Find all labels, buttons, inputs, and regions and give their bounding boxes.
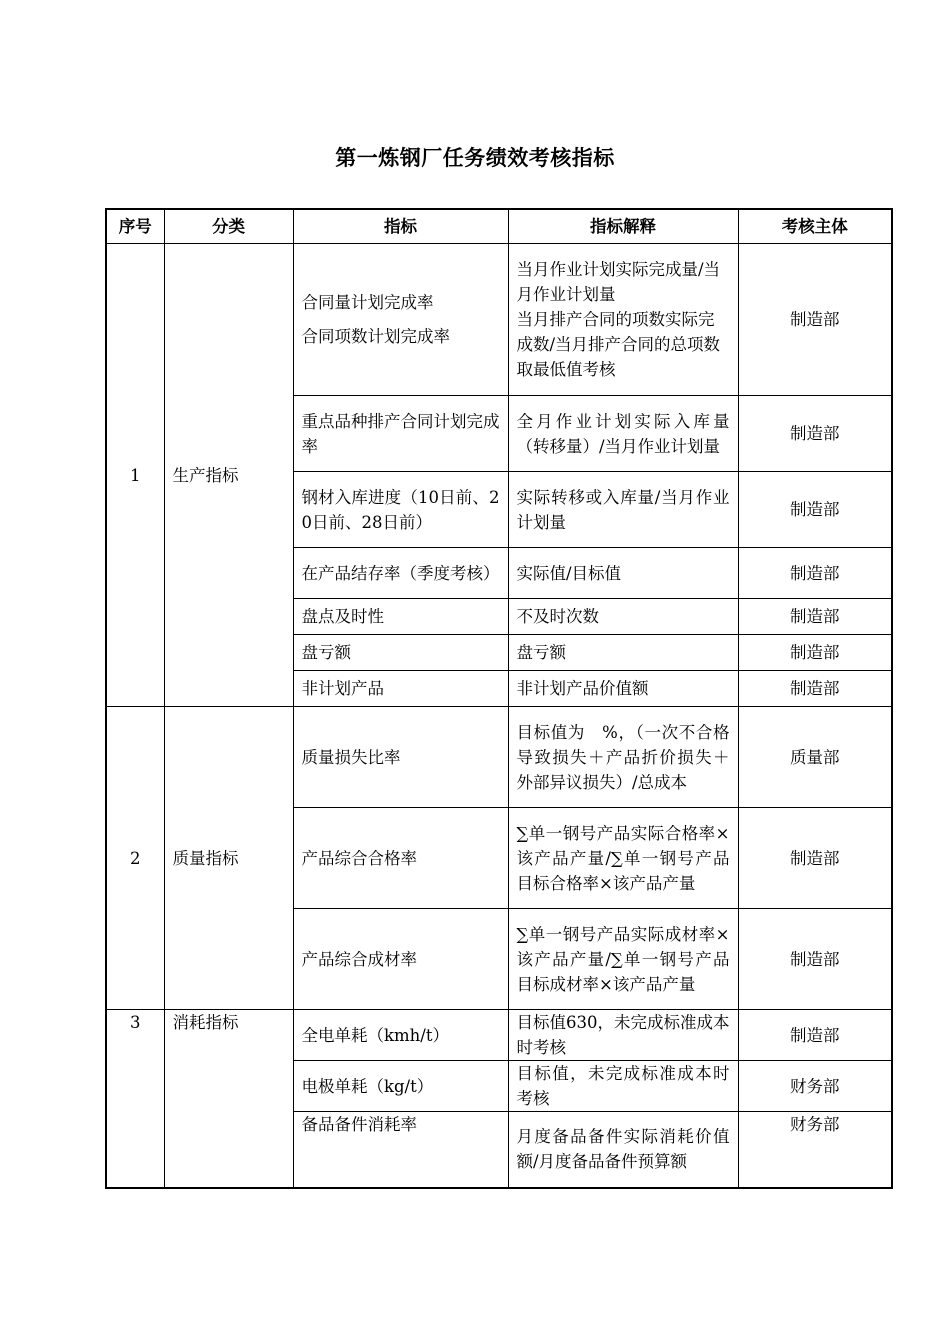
explanation-cell: 当月作业计划实际完成量/当月作业计划量 当月排产合同的项数实际完成数/当月排产合同的总项数 取最低值考核 <box>508 244 738 396</box>
indicator-cell: 盘点及时性 <box>293 599 508 635</box>
owner-cell: 制造部 <box>738 808 892 909</box>
explanation-cell: 目标值630，未完成标准成本时考核 <box>508 1010 738 1061</box>
indicator-cell: 备品备件消耗率 <box>293 1112 508 1188</box>
owner-cell: 制造部 <box>738 472 892 548</box>
explanation-cell: 目标值，未完成标准成本时考核 <box>508 1061 738 1112</box>
kpi-table <box>105 208 893 1189</box>
explanation-cell: ∑单一钢号产品实际成材率×该产品产量/∑单一钢号产品目标成材率×该产品产量 <box>508 909 738 1010</box>
indicator-cell: 质量损失比率 <box>293 707 508 808</box>
indicator-cell: 在产品结存率（季度考核） <box>293 548 508 599</box>
indicator-cell: 钢材入库进度（10日前、20日前、28日前） <box>293 472 508 548</box>
group-category: 消耗指标 <box>164 1010 293 1188</box>
group-seq: 2 <box>106 707 164 1010</box>
owner-cell: 制造部 <box>738 244 892 396</box>
group-seq: 3 <box>106 1010 164 1188</box>
explanation-cell: 不及时次数 <box>508 599 738 635</box>
explanation-cell: 目标值为 %，（一次不合格导致损失＋产品折价损失＋外部异议损失）/总成本 <box>508 707 738 808</box>
owner-cell: 财务部 <box>738 1112 892 1188</box>
group-seq: 1 <box>106 244 164 707</box>
owner-cell: 制造部 <box>738 635 892 671</box>
group-category: 生产指标 <box>164 244 293 707</box>
explanation-cell: 盘亏额 <box>508 635 738 671</box>
owner-cell: 质量部 <box>738 707 892 808</box>
owner-cell: 制造部 <box>738 548 892 599</box>
owner-cell: 制造部 <box>738 1010 892 1061</box>
owner-cell: 制造部 <box>738 909 892 1010</box>
owner-cell: 制造部 <box>738 599 892 635</box>
indicator-cell: 重点品种排产合同计划完成率 <box>293 396 508 472</box>
header-owner: 考核主体 <box>738 209 892 244</box>
group-category: 质量指标 <box>164 707 293 1010</box>
explanation-cell: 全月作业计划实际入库量（转移量）/当月作业计划量 <box>508 396 738 472</box>
indicator-cell: 电极单耗（kg/t） <box>293 1061 508 1112</box>
explanation-cell: 月度备品备件实际消耗价值额/月度备品备件预算额 <box>508 1112 738 1188</box>
indicator-cell: 产品综合成材率 <box>293 909 508 1010</box>
explanation-cell: 实际转移或入库量/当月作业计划量 <box>508 472 738 548</box>
explanation-cell: 实际值/目标值 <box>508 548 738 599</box>
indicator-cell: 合同量计划完成率 合同项数计划完成率 <box>293 244 508 396</box>
indicator-cell: 非计划产品 <box>293 671 508 707</box>
indicator-cell: 盘亏额 <box>293 635 508 671</box>
explanation-cell: 非计划产品价值额 <box>508 671 738 707</box>
header-explanation: 指标解释 <box>508 209 738 244</box>
header-seq: 序号 <box>106 209 164 244</box>
table-row <box>106 1010 892 1061</box>
header-indicator: 指标 <box>293 209 508 244</box>
indicator-cell: 产品综合合格率 <box>293 808 508 909</box>
table-row <box>106 244 892 396</box>
indicator-cell: 全电单耗（kmh/t） <box>293 1010 508 1061</box>
owner-cell: 财务部 <box>738 1061 892 1112</box>
document-title: 第一炼钢厂任务绩效考核指标 <box>335 146 615 170</box>
table-header-row <box>106 209 892 244</box>
header-category: 分类 <box>164 209 293 244</box>
table-row <box>106 707 892 808</box>
owner-cell: 制造部 <box>738 396 892 472</box>
owner-cell: 制造部 <box>738 671 892 707</box>
explanation-cell: ∑单一钢号产品实际合格率×该产品产量/∑单一钢号产品目标合格率×该产品产量 <box>508 808 738 909</box>
